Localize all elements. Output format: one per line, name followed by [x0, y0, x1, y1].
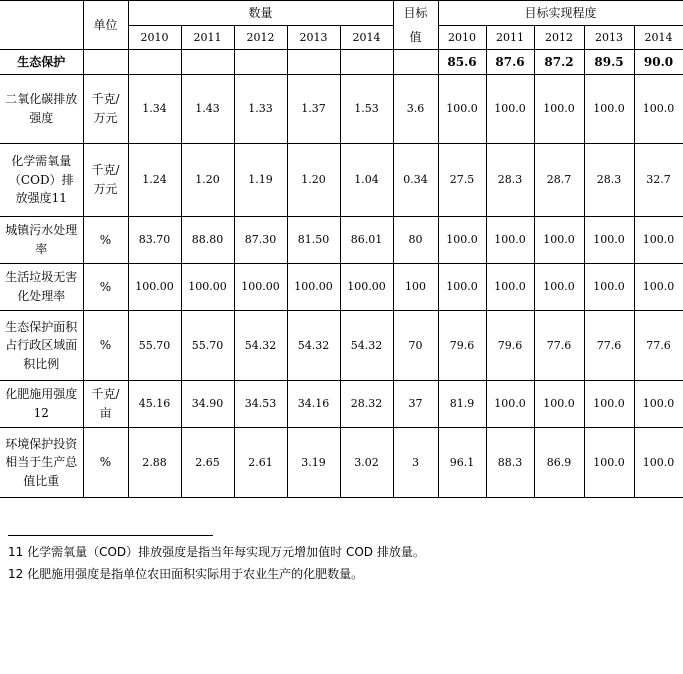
row-target: 80 [393, 217, 438, 264]
row-value-2013: 100.00 [287, 264, 340, 311]
row-value-2011: 34.90 [181, 381, 234, 428]
row-value-2012: 34.53 [234, 381, 287, 428]
table-row [0, 428, 683, 498]
row-target: 100 [393, 264, 438, 311]
year-2013: 2013 [287, 26, 340, 50]
row-value-2013: 34.16 [287, 381, 340, 428]
row-ach-2011: 100.0 [486, 264, 534, 311]
row-value-2010: 45.16 [128, 381, 181, 428]
header-target-bottom: 值 [393, 26, 438, 50]
header-blank [0, 1, 83, 50]
row-value-2014: 86.01 [340, 217, 393, 264]
row-ach-2011: 100.0 [486, 217, 534, 264]
year-2012: 2012 [234, 26, 287, 50]
row-ach-2014: 100.0 [634, 428, 683, 498]
row-value-2011: 88.80 [181, 217, 234, 264]
row-value-2013: 1.20 [287, 144, 340, 217]
section-ach-2012: 87.2 [534, 50, 584, 75]
year-2011: 2011 [181, 26, 234, 50]
row-ach-2014: 77.6 [634, 311, 683, 381]
ach-year-2013: 2013 [584, 26, 634, 50]
row-indicator: 生态保护面积占行政区域面积比例 [0, 311, 83, 381]
row-ach-2013: 100.0 [584, 381, 634, 428]
row-value-2013: 54.32 [287, 311, 340, 381]
row-value-2013: 3.19 [287, 428, 340, 498]
table-row [0, 217, 683, 264]
table-row [0, 264, 683, 311]
row-target: 3.6 [393, 75, 438, 144]
row-value-2010: 1.34 [128, 75, 181, 144]
year-2010: 2010 [128, 26, 181, 50]
row-ach-2012: 100.0 [534, 381, 584, 428]
row-ach-2011: 79.6 [486, 311, 534, 381]
row-value-2010: 55.70 [128, 311, 181, 381]
year-2014: 2014 [340, 26, 393, 50]
table-row [0, 311, 683, 381]
row-ach-2010: 79.6 [438, 311, 486, 381]
row-unit: 千克/亩 [83, 381, 128, 428]
footnote-11: 11 化学需氧量（COD）排放强度是指当年每实现万元增加值时 COD 排放量。 [8, 545, 425, 559]
row-value-2014: 3.02 [340, 428, 393, 498]
section-ach-2010: 85.6 [438, 50, 486, 75]
row-ach-2012: 100.0 [534, 264, 584, 311]
row-value-2014: 28.32 [340, 381, 393, 428]
row-value-2011: 2.65 [181, 428, 234, 498]
row-ach-2014: 100.0 [634, 75, 683, 144]
row-unit: % [83, 428, 128, 498]
row-value-2012: 100.00 [234, 264, 287, 311]
row-ach-2011: 88.3 [486, 428, 534, 498]
row-value-2012: 2.61 [234, 428, 287, 498]
header-unit: 单位 [83, 1, 128, 50]
row-ach-2012: 28.7 [534, 144, 584, 217]
row-ach-2010: 27.5 [438, 144, 486, 217]
ach-year-2012: 2012 [534, 26, 584, 50]
row-ach-2014: 100.0 [634, 264, 683, 311]
section-ach-2014: 90.0 [634, 50, 683, 75]
row-target: 0.34 [393, 144, 438, 217]
row-ach-2013: 100.0 [584, 75, 634, 144]
table-row [0, 75, 683, 144]
row-ach-2011: 100.0 [486, 381, 534, 428]
row-value-2010: 1.24 [128, 144, 181, 217]
ach-year-2011: 2011 [486, 26, 534, 50]
row-target: 70 [393, 311, 438, 381]
row-indicator: 城镇污水处理率 [0, 217, 83, 264]
row-ach-2010: 100.0 [438, 217, 486, 264]
row-ach-2013: 28.3 [584, 144, 634, 217]
row-ach-2011: 100.0 [486, 75, 534, 144]
section-ach-2011: 87.6 [486, 50, 534, 75]
row-value-2011: 1.20 [181, 144, 234, 217]
section-name: 生态保护 [0, 50, 83, 75]
section-blank [181, 50, 234, 75]
row-ach-2014: 100.0 [634, 381, 683, 428]
row-unit: 千克/万元 [83, 75, 128, 144]
table-row [0, 381, 683, 428]
row-value-2014: 54.32 [340, 311, 393, 381]
row-unit: % [83, 311, 128, 381]
row-unit: % [83, 264, 128, 311]
table-row [0, 144, 683, 217]
footnote-divider [8, 535, 213, 536]
section-blank [393, 50, 438, 75]
row-value-2012: 1.19 [234, 144, 287, 217]
ach-year-2014: 2014 [634, 26, 683, 50]
header-achievement: 目标实现程度 [438, 1, 683, 26]
row-value-2012: 1.33 [234, 75, 287, 144]
row-unit: 千克/万元 [83, 144, 128, 217]
row-value-2010: 100.00 [128, 264, 181, 311]
section-blank [234, 50, 287, 75]
row-value-2014: 100.00 [340, 264, 393, 311]
header-quantity: 数量 [128, 1, 393, 26]
row-ach-2011: 28.3 [486, 144, 534, 217]
header-target-top: 目标 [393, 1, 438, 26]
row-value-2014: 1.04 [340, 144, 393, 217]
row-ach-2012: 100.0 [534, 75, 584, 144]
row-value-2013: 1.37 [287, 75, 340, 144]
section-blank [340, 50, 393, 75]
row-value-2014: 1.53 [340, 75, 393, 144]
row-ach-2010: 96.1 [438, 428, 486, 498]
row-ach-2014: 32.7 [634, 144, 683, 217]
row-indicator: 生活垃圾无害化处理率 [0, 264, 83, 311]
section-blank [128, 50, 181, 75]
row-value-2012: 87.30 [234, 217, 287, 264]
row-ach-2010: 100.0 [438, 75, 486, 144]
row-value-2011: 1.43 [181, 75, 234, 144]
section-unit [83, 50, 128, 75]
row-value-2011: 100.00 [181, 264, 234, 311]
row-value-2010: 83.70 [128, 217, 181, 264]
ach-year-2010: 2010 [438, 26, 486, 50]
row-indicator: 环境保护投资相当于生产总值比重 [0, 428, 83, 498]
row-ach-2010: 81.9 [438, 381, 486, 428]
row-value-2011: 55.70 [181, 311, 234, 381]
row-ach-2013: 100.0 [584, 264, 634, 311]
row-target: 3 [393, 428, 438, 498]
row-indicator: 化肥施用强度12 [0, 381, 83, 428]
row-ach-2010: 100.0 [438, 264, 486, 311]
row-ach-2013: 100.0 [584, 217, 634, 264]
row-unit: % [83, 217, 128, 264]
row-ach-2013: 77.6 [584, 311, 634, 381]
row-value-2012: 54.32 [234, 311, 287, 381]
row-value-2010: 2.88 [128, 428, 181, 498]
row-ach-2012: 86.9 [534, 428, 584, 498]
footnote-12: 12 化肥施用强度是指单位农田面积实际用于农业生产的化肥数量。 [8, 567, 364, 581]
section-ach-2013: 89.5 [584, 50, 634, 75]
section-blank [287, 50, 340, 75]
row-indicator: 化学需氧量（COD）排放强度11 [0, 144, 83, 217]
row-target: 37 [393, 381, 438, 428]
row-value-2013: 81.50 [287, 217, 340, 264]
row-ach-2012: 77.6 [534, 311, 584, 381]
row-ach-2014: 100.0 [634, 217, 683, 264]
row-indicator: 二氧化碳排放强度 [0, 75, 83, 144]
row-ach-2013: 100.0 [584, 428, 634, 498]
row-ach-2012: 100.0 [534, 217, 584, 264]
